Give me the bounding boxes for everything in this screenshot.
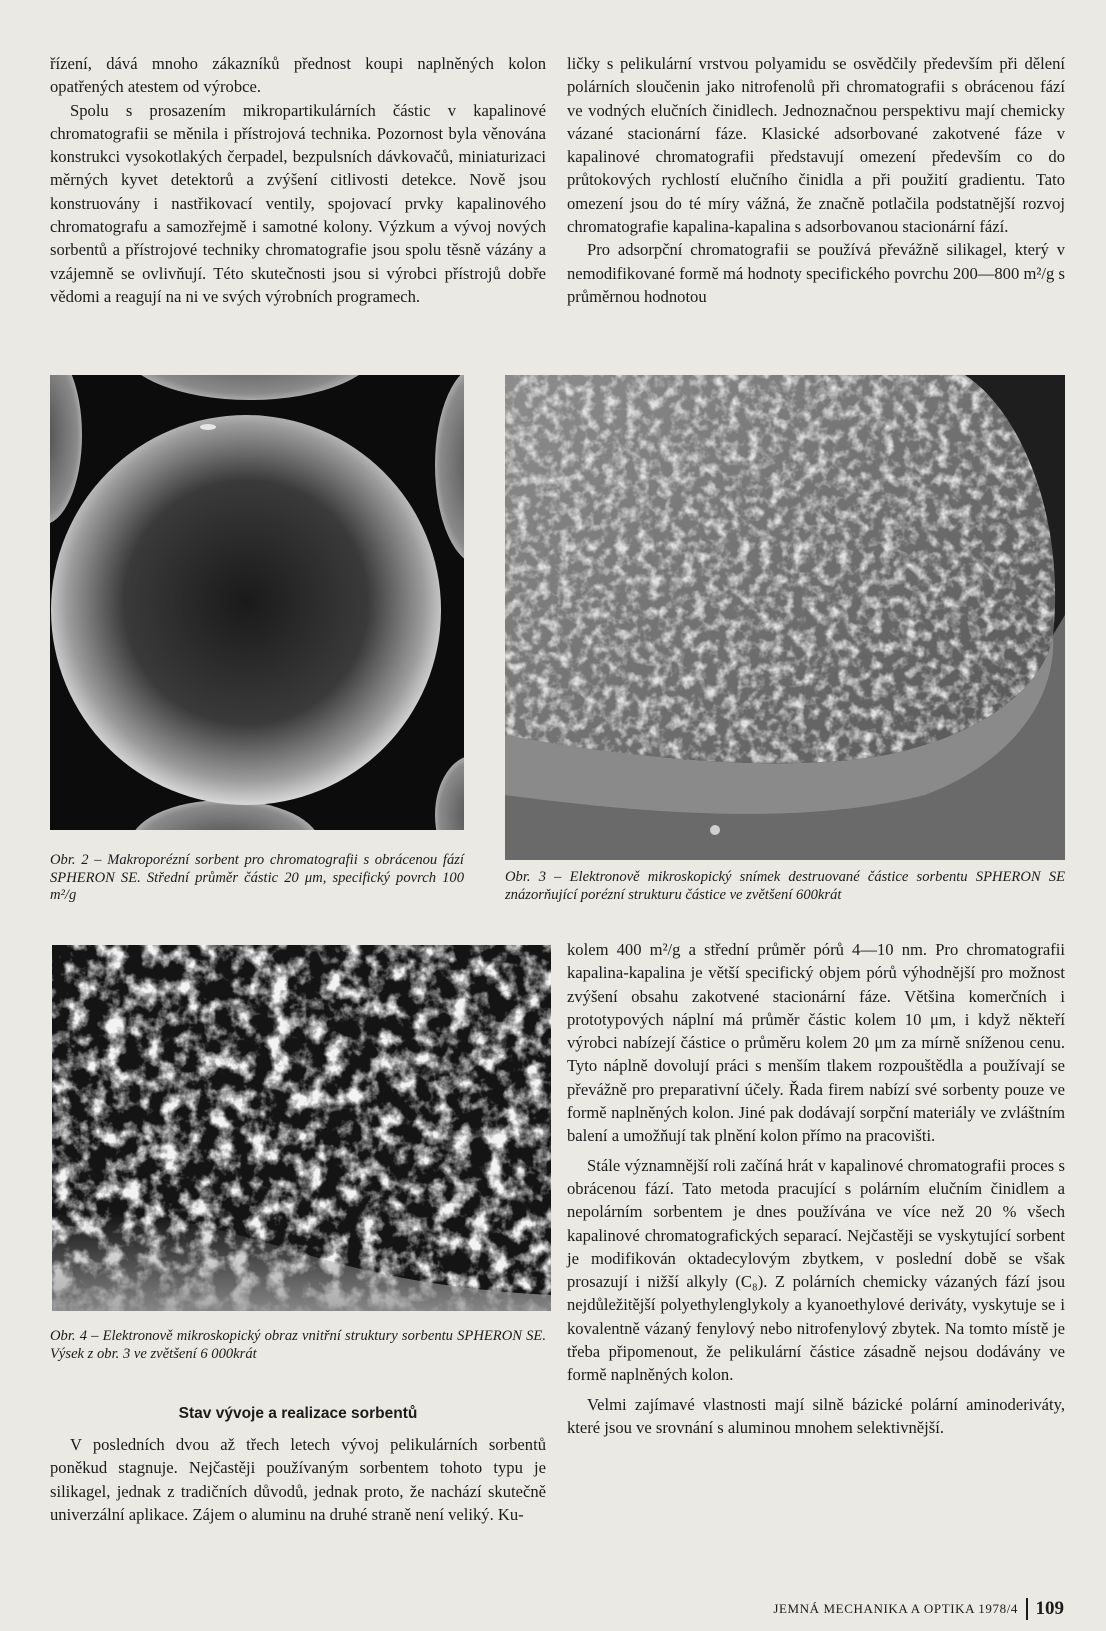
paragraph: Spolu s prosazením mikropartikulárních částic v kapalinové chromatografii se měnila i přístrojová technika. Pozornost byla věnována konstrukci vysokotlakých čerpadel, bezpulsních dávkovačů, miniaturizaci měrných kyvet detektorů a zvýšení citlivosti detekce. Nově jsou konstruovány i nastřikovací ventily, spojovací prvky kapalinového chromatografu a samozřejmě i samotné kolony. Výzkum a vývoj nových sorbentů a přístrojové techniky chromatografie jsou spolu těsně vázány a vzájemně se ovlivňují. Této skutečnosti jsou si výrobci přístrojů dobře vědomi a reagují na ni ve svých výrobních programech. [50,100,546,306]
text-column-bottom-right [567,938,1065,1439]
figure-4-structure-photo [52,945,551,1311]
paragraph: Stále významnější roli začíná hrát v kapalinové chromatografii proces s obrácenou fází. Tato metoda pracující s polárním elučním činidlem a nepolárním sorbentem je dnes používána ve více než 20 % všech kapalinové chromatografických separací. Nejčastěji se vyskytující sorbent je modifikován oktadecylovým zbytkem, v poslední době se však prosazují i nižší alkyly (C₈). Z polárních chemicky vázaných fází jsou nejdůležitější polyethylenglykoly a kyanoethylové deriváty, vyskytuje se i kovalentně vázaný fenylový nebo nitrofenylový zbytek. Na tomto místě je třeba připomenout, že pelikulární částice zásadně nejsou dodávány ve formě naplněných kolon. [567,1155,1065,1385]
footer-divider [1026,1598,1028,1620]
paragraph: ličky s pelikulární vrstvou polyamidu se osvědčily především při dělení polárních sloučenin jako nitrofenolů při chromatografii s obrácenou fází ve vodných elučních činidlech. Jednoznačnou perspektivu mají chemicky vázané stacionární fáze. Klasické adsorbované zakotvené fáze v kapalinové chromatografii představují omezení především co do průtokových rychlostí elučního činidla a při použití gradientu. Tato omezení jsou do té míry vážná, že značně potlačila podstatnější rozvoj chromatografie kapalina-kapalina s adsorbovanou stacionární fází. [567,54,1065,237]
particle-illustration [505,375,1065,860]
paragraph: Pro adsorpční chromatografii se používá převážně silikagel, který v nemodifikované formě má hodnoty specifického povrchu 200—800 m²/g s průměrnou hodnotou [567,240,1065,306]
sphere-illustration [50,375,464,830]
section-heading: Stav vývoje a realizace sorbentů [178,1405,418,1422]
figure-3-caption: Obr. 3 – Elektronově mikroskopický snímek destruované částice sorbentu SPHERON SE znázorňující porézní strukturu částice ve zvětšení 600krát [505,869,1065,903]
text-column-top-right [567,52,1065,308]
figure-2-sphere-photo [50,375,464,830]
paragraph: Velmi zajímavé vlastnosti mají silně bázické polární aminoderiváty, které jsou ve srovnání s aluminou mnohem selektivnější. [567,1394,1065,1437]
paragraph: řízení, dává mnoho zákazníků přednost koupi naplněných kolon opatřených atestem od výrobce. [50,54,546,97]
figure-2-caption: Obr. 2 – Makroporézní sorbent pro chromatografii s obrácenou fází SPHERON SE. Střední průměr částic 20 μm, specifický povrch 100 m²/g [50,852,464,904]
journal-name: JEMNÁ MECHANIKA A OPTIKA 1978/4 [773,1601,1018,1616]
figure-3-particle-photo [505,375,1065,860]
paragraph: kolem 400 m²/g a střední průměr pórů 4—10 nm. Pro chromatografii kapalina-kapalina je větší specifický objem pórů výhodnější pro možnost zvýšení obsahu zakotvené stacionární fáze. Většina komerčních i prototypových náplní má průměr částic kolem 10 μm, i když někteří výrobci nabízejí částice o průměru kolem 20 μm za mírně sníženou cenu. Tyto náplně dovolují práci s menším tlakem rozpouštědla a používají se převážně pro preparativní účely. Řada firem nabízí své sorbenty pouze ve formě naplněných kolon. Jiné pak dodávají sorpční materiály ve zvláštním balení a umožňují tak plnění kolon přímo na pracovišti. [567,940,1065,1146]
paragraph: V posledních dvou až třech letech vývoj pelikulárních sorbentů poněkud stagnuje. Nejčastěji používaným sorbentem tohoto typu je silikagel, jednak z tradičních důvodů, jednak proto, že nachází skutečně univerzální aplikace. Zájem o aluminu na druhé straně není veliký. Ku- [50,1435,546,1524]
structure-illustration [52,945,551,1311]
figure-4-caption: Obr. 4 – Elektronově mikroskopický obraz vnitřní struktury sorbentu SPHERON SE. Výsek z obr. 3 ve zvětšení 6 000krát [50,1328,546,1362]
text-column-bottom-left [50,1433,546,1526]
text-column-top-left [50,52,546,308]
page-number: 109 [1035,1598,1064,1619]
page-footer [773,1598,1064,1620]
